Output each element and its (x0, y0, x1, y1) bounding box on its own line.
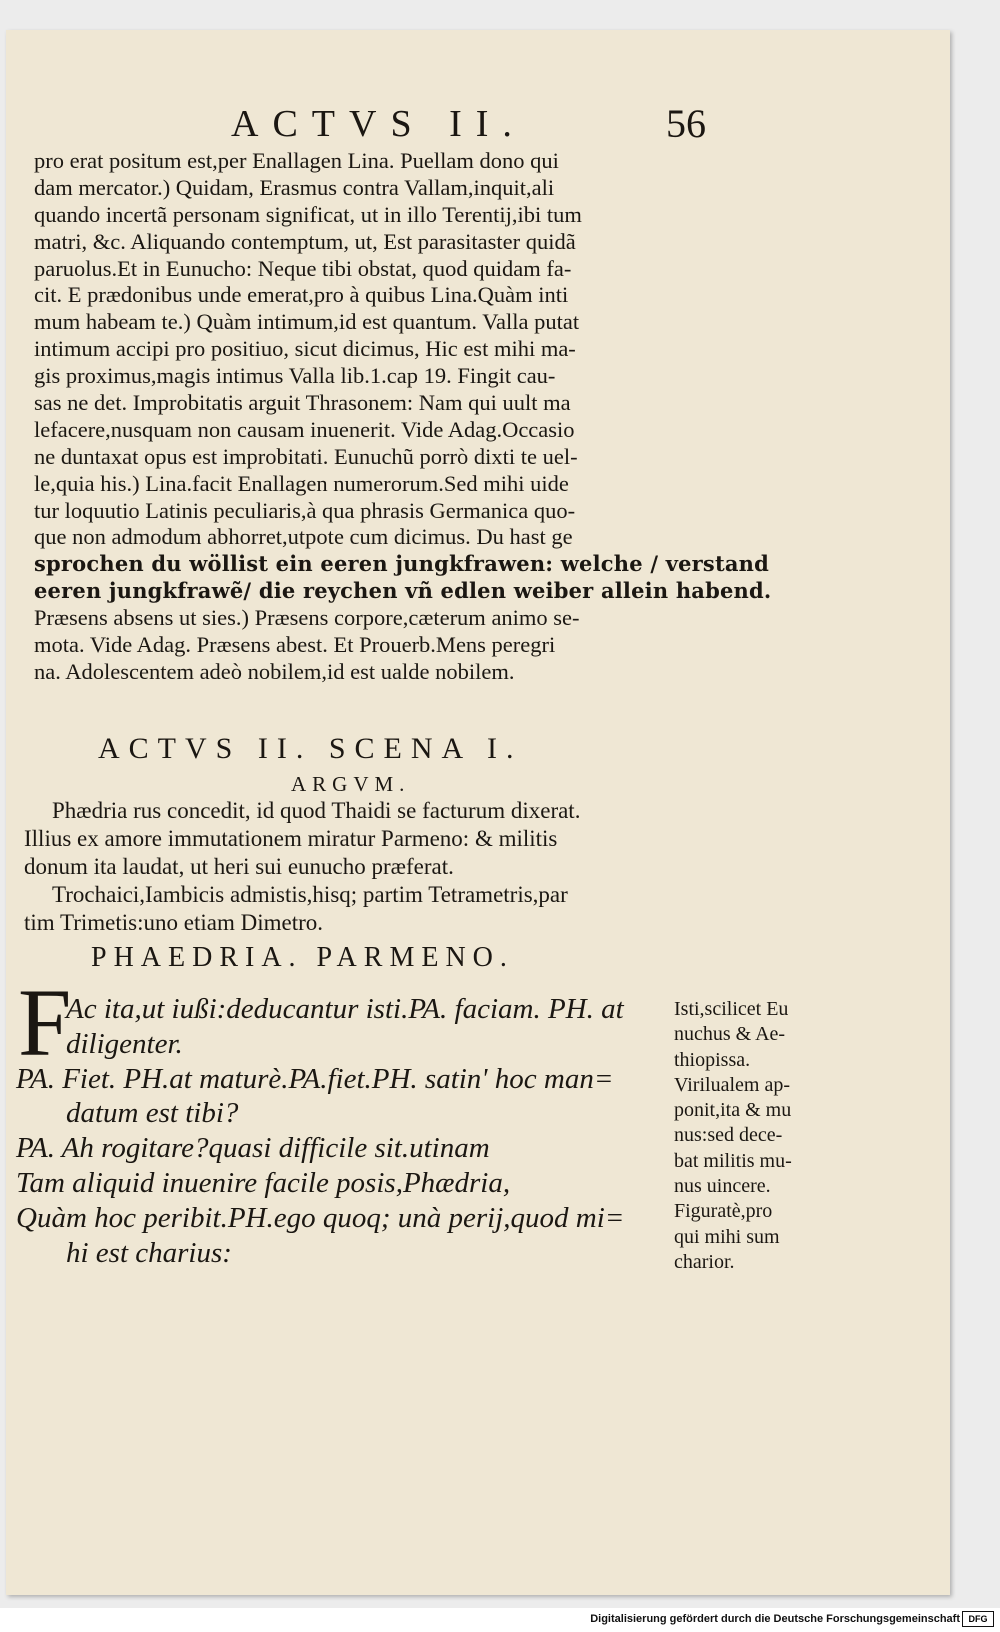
verse-line: PA. Fiet. PH.at maturè.PA.fiet.PH. satin' hoc man= (16, 1062, 614, 1095)
commentary-line: que non admodum abhorret,utpote cum dicimus. Du hast ge (34, 524, 573, 550)
page-number: 56 (666, 101, 706, 146)
commentary-line: tur loquutio Latinis peculiaris,à qua phrasis Germanica quo- (34, 497, 576, 523)
marginal-line: charior. (674, 1250, 735, 1273)
marginal-line: ponit,ita & mu (674, 1099, 792, 1122)
marginal-line: thiopissa. (674, 1048, 751, 1071)
argument-heading: ARGVM. (291, 772, 411, 796)
commentary-line: ne duntaxat opus est improbitati. Eunuchũ porrò dixti te uel- (34, 443, 578, 469)
commentary-line: lefacere,nusquam non causam inuenerit. Vide Adag.Occasio (34, 416, 575, 442)
marginal-line: Figuratè,pro (674, 1200, 773, 1223)
speakers-heading: PHAEDRIA. PARMENO. (91, 942, 514, 973)
verse-line: Quàm hoc peribit.PH.ego quoq; unà perij,quod mi= (16, 1201, 625, 1234)
commentary-line: gis proximus,magis intimus Valla lib.1.cap 19. Fingit cau- (34, 363, 556, 389)
commentary-line: mum habeam te.) Quàm intimum,id est quantum. Valla putat (34, 309, 580, 335)
running-head: ACTVS II. (231, 103, 526, 145)
digitization-credit: Digitalisierung gefördert durch die Deutsche Forschungsgemeinschaft (590, 1613, 960, 1625)
commentary-block (34, 148, 772, 686)
commentary-line: cit. E prædonibus unde emerat,pro à quibus Lina.Quàm inti (34, 282, 569, 308)
marginal-line: Isti,scilicet Eu (674, 998, 789, 1020)
commentary-line: pro erat positum est,per Enallagen Lina. Puellam dono qui (34, 148, 559, 173)
commentary-line-german: sprochen du wöllist ein eeren jungkfrawen: welche / verstand (34, 551, 770, 577)
commentary-line: mota. Vide Adag. Præsens abest. Et Prouerb.Mens peregri (34, 632, 556, 658)
book-page (6, 30, 950, 1595)
commentary-line: Præsens absens ut sies.) Præsens corpore,cæterum animo se- (34, 605, 580, 631)
commentary-line: quando incertã personam significat, ut in illo Terentij,ibi tum (34, 201, 582, 227)
argument-line: donum ita laudat, ut heri sui eunucho præferat. (24, 854, 454, 879)
verse-line: datum est tibi? (66, 1097, 239, 1130)
marginal-notes (674, 997, 849, 1275)
verse-line: Tam aliquid inuenire facile posis,Phædria, (16, 1166, 511, 1199)
verse-line: Ac ita,ut iußi:deducantur isti.PA. faciam. PH. at (66, 993, 624, 1025)
commentary-line: na. Adolescentem adeò nobilem,id est ualde nobilem. (34, 658, 515, 684)
marginal-line: qui mihi sum (674, 1225, 780, 1248)
commentary-line: matri, &c. Aliquando contemptum, ut, Est parasitaster quidã (34, 228, 576, 254)
drop-cap: F (18, 969, 72, 1076)
argument-line: Phædria rus concedit, id quod Thaidi se facturum dixerat. (52, 798, 581, 823)
verse-line: diligenter. (66, 1027, 183, 1060)
argument-line: Illius ex amore immutationem miratur Parmeno: & militis (24, 826, 558, 851)
commentary-line: sas ne det. Improbitatis arguit Thrasonem: Nam qui uult ma (34, 390, 571, 416)
commentary-line: paruolus.Et in Eunucho: Neque tibi obstat, quod quidam fa- (34, 255, 572, 281)
marginal-line: nus uincere. (674, 1175, 771, 1198)
verse-block (16, 992, 686, 1270)
argument-line: tim Trimetis:uno etiam Dimetro. (24, 910, 323, 935)
marginal-line: bat militis mu- (674, 1149, 792, 1172)
scene-heading: ACTVS II. SCENA I. (98, 732, 523, 765)
verse-line: PA. Ah rogitare?quasi difficile sit.utinam (16, 1132, 490, 1165)
commentary-line: le,quia his.) Lina.facit Enallagen numerorum.Sed mihi uide (34, 470, 569, 496)
marginal-line: nuchus & Ae- (674, 1023, 786, 1046)
dfg-logo: DFG (962, 1611, 994, 1627)
argument-line: Trochaici,Iambicis admistis,hisq; partim Tetrametris,par (52, 882, 568, 907)
marginal-line: nus:sed dece- (674, 1124, 783, 1147)
commentary-line: dam mercator.) Quidam, Erasmus contra Vallam,inquit,ali (34, 174, 555, 200)
argument-block (24, 797, 744, 937)
verse-line: hi est charius: (66, 1236, 232, 1269)
commentary-line: intimum accipi pro positiuo, sicut dicimus, Hic est mihi ma- (34, 336, 576, 362)
marginal-line: Virilualem ap- (674, 1073, 790, 1096)
commentary-line-german: eeren jungkfrawẽ/ die reychen vñ edlen weiber allein habend. (34, 578, 772, 604)
